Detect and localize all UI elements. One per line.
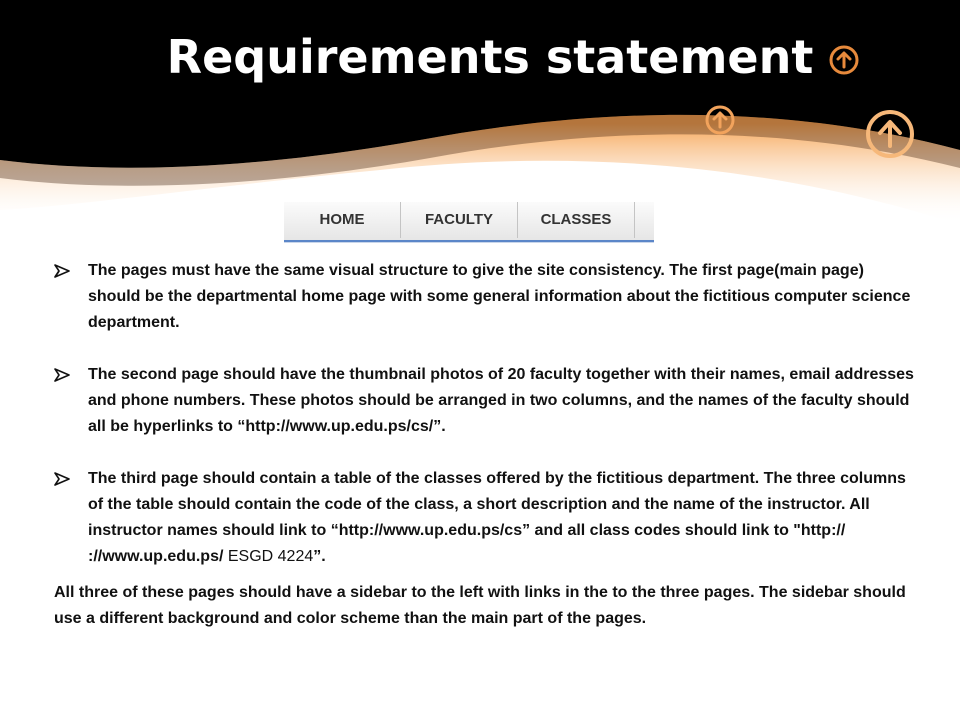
bullet-text: The pages must have the same visual structure to give the site consistency. The first page(main page) should be the departmental home page with some general information about the fictitious computer science department. (88, 262, 911, 331)
bullet-text: The third page should contain a table of the classes offered by the fictitious department. The three columns of the table should contain the code of the class, a short description and the name of the instructor. All instructor names should link to “http://www.up.edu.ps/cs” and all class codes should link to "http:// ://www.up.edu.ps/ (88, 470, 906, 565)
arrow-up-circle-icon (864, 108, 916, 160)
bullet-tail: ”. (313, 548, 326, 565)
bullet-item (54, 258, 914, 336)
slide-content (54, 258, 914, 632)
arrow-up-circle-icon (828, 44, 860, 76)
slide-title: Requirements statement (166, 30, 814, 84)
arrowhead-bullet-icon (54, 264, 70, 278)
arrowhead-bullet-icon (54, 472, 70, 486)
bullet-text: The second page should have the thumbnail photos of 20 faculty together with their names, email addresses and phone numbers. These photos should be arranged in two columns, and the names of the faculty should all be hyperlinks to “http://www.up.edu.ps/cs/”. (88, 366, 914, 435)
nav-tab-home: HOME (284, 202, 401, 238)
nav-tab-faculty: FACULTY (401, 202, 518, 238)
navbar-image (284, 202, 654, 242)
arrowhead-bullet-icon (54, 368, 70, 382)
bullet-item (54, 362, 914, 440)
arrow-up-circle-icon (704, 104, 736, 136)
bullet-item (54, 466, 914, 570)
nav-tab-classes: CLASSES (518, 202, 635, 238)
esgd-code: ESGD 4224 (227, 548, 314, 565)
closing-paragraph: All three of these pages should have a sidebar to the left with links in the to the three pages. The sidebar should use a different background and color scheme than the main part of the pages. (54, 584, 906, 627)
